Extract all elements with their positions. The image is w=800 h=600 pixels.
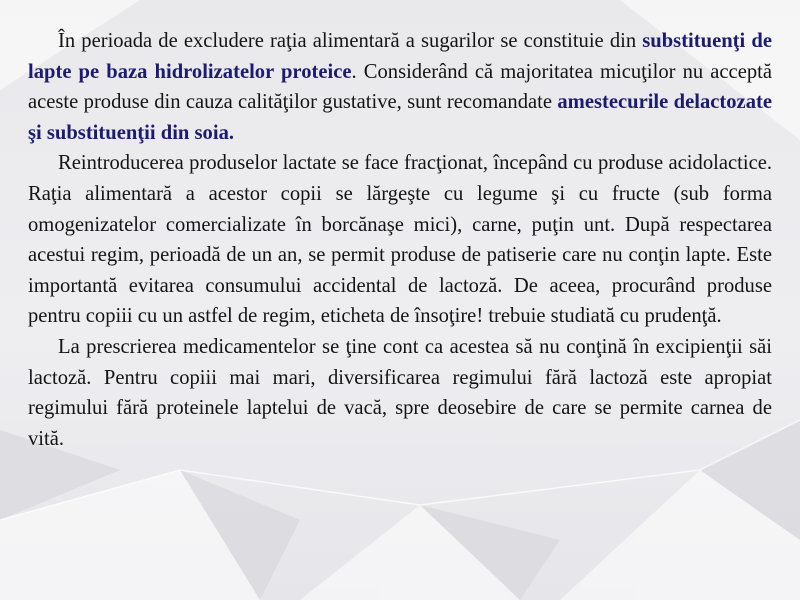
paragraph-3 — [28, 332, 772, 454]
body-text: Reintroducerea produselor lactate se face fracţionat, începând cu produse acidolactice. Raţia alimentară a acestor copii se lărgeşte cu legume şi cu fructe (sub forma omogenizatelor comercializate în borcănaşe mici), carne, puţin unt. După respectarea acestui regim, perioadă de un an, se permit produse de patiserie care nu conţin lapte. Este importantă evitarea consumului accidental de lactoză. De aceea, procurând produse pentru copiii cu un astfel de regim, eticheta de însoţire! trebuie studiată cu prudenţă. — [28, 152, 772, 328]
body-text: La prescrierea medicamentelor se ţine cont ca acestea să nu conţină în excipienţii săi lactoză. Pentru copiii mai mari, diversificarea regimului fără lactoză este apropiat regimului fără proteinele laptelui de vacă, spre deosebire de care se permite carnea de vită. — [28, 335, 772, 450]
slide-text-body — [28, 26, 772, 454]
paragraph-2 — [28, 148, 772, 332]
body-text: . Considerând că majoritatea micuţilor nu acceptă aceste produse din cauza calităţilor gustative, sunt recomandate — [28, 60, 772, 114]
emphasized-text: amestecurile delactozate şi substituenţii din soia. — [28, 91, 772, 144]
body-text: În perioada de excludere raţia alimentară a sugarilor se constituie din — [58, 30, 643, 52]
emphasized-text: substituenţi de lapte pe baza hidrolizatelor proteice — [28, 30, 772, 83]
paragraph-1 — [28, 26, 772, 148]
